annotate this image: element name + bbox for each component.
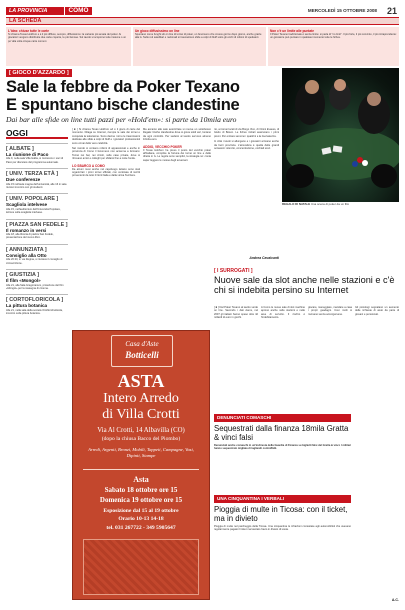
sidebar-item-category: [ UNIV. POPOLARE ] bbox=[6, 193, 68, 202]
ad-phone: tel. 031 267722 - 349 5905647 bbox=[106, 525, 176, 531]
sidebar-list bbox=[6, 143, 68, 316]
sidebar-title: OGGI bbox=[6, 128, 68, 139]
paper-name: LA PROVINCIA bbox=[6, 7, 64, 15]
auction-ad bbox=[72, 330, 210, 600]
sidebar-item bbox=[6, 219, 68, 240]
ad-dates-label: Asta bbox=[133, 475, 149, 484]
gdf-headline: Sequestrati dalla finanza 18mila Gratta & vinci falsi bbox=[214, 424, 349, 442]
sidebar-item-category: [ GIUSTIZIA ] bbox=[6, 269, 68, 278]
article-paragraph: Ma accanto alle sale autorizzate si muove un sottobosco illegale: bische clandestine dove si gioca soldi veri, lontano da ogni controllo. Per sedersi al tavolo servono almeno 10mila euro. bbox=[143, 128, 211, 142]
sidebar-item-text: Alle 15, nell'auditorium dell'Università Popolare, lezione sulla scagliola intelvese. bbox=[6, 207, 61, 215]
top-box-title: Non c'è un limite alle puntate bbox=[270, 29, 314, 33]
city-name: COMO bbox=[64, 7, 92, 15]
article-column-1 bbox=[72, 128, 140, 328]
page-number: 21 bbox=[386, 6, 397, 16]
poker-table-illustration bbox=[282, 68, 399, 202]
slot-byline: A.C. bbox=[391, 598, 399, 602]
ad-divider bbox=[83, 469, 199, 470]
sidebar-item-title: La riunione di Paco bbox=[6, 152, 49, 157]
sidebar-item bbox=[6, 143, 68, 164]
masthead bbox=[6, 6, 399, 16]
poker-photo bbox=[282, 68, 399, 202]
ad-view-dates: Esposizione dal 15 al 19 ottobre bbox=[103, 508, 179, 514]
sidebar-item bbox=[6, 269, 68, 290]
ad-date-sunday: Domenica 19 ottobre ore 15 bbox=[99, 496, 183, 504]
photo-caption-credit: Una scena di poker da un film bbox=[310, 202, 350, 206]
top-box-text: Si chiama Texas Hold'em e è il più diffuso, sempre, diffusissimo: la variante più amata del poker. Ai giocatori vengono distribuite due carte coperte, le più famose. Sul tavolo si scoprono tutte insieme o un po' alla volta cinque carte comuni. bbox=[8, 33, 127, 43]
sidebar-item-text: Alle 21, alla Sala Gregorianum, proiezione del film «Mongol» per la rassegna di cinema. bbox=[6, 283, 64, 290]
sidebar-oggi bbox=[6, 128, 68, 606]
article-headline-2: E spuntano bische clandestine bbox=[6, 96, 240, 114]
sidebar-item bbox=[6, 294, 68, 315]
sidebar-item-title: Consiglio alla Otto bbox=[6, 252, 47, 258]
ad-logo bbox=[111, 335, 173, 367]
issue-date: MERCOLEDÌ 15 OTTOBRE 2008 bbox=[307, 8, 377, 13]
photo-caption bbox=[282, 202, 399, 206]
top-box-title: L'idea: chiuse tutte le carte bbox=[8, 29, 49, 33]
fines-text: Pioggia di multe nel parcheggio della Ticosa. Una cinquantina le infrazioni contestate agli automobilisti che avevano regolarmente pagato il ticket ma lasciato l'auto in divieto di sosta. bbox=[214, 525, 351, 532]
top-box-text: Il Poker Texano tradizionale è senza limite: si parla di "no limit". Il più forte, il più convinto, il più intraprendente: un giocatore può puntare in qualsiasi momento tutte le fiches. bbox=[270, 33, 397, 40]
article-subheading: ADDIO, VECCHIO POKER bbox=[143, 144, 182, 149]
article-subheading: LO SBARCO A COMO bbox=[72, 163, 105, 168]
fines-headline: Pioggia di multe in Ticosa: con il ticket, ma in divieto bbox=[214, 505, 348, 523]
ad-title: ASTA bbox=[117, 371, 165, 391]
article-subhead: Dai bar alle sfide on line tutti pazzi per «Hold'em»: si parte da 10mila euro bbox=[6, 115, 237, 124]
slot-kicker: [ I SURROGATI ] bbox=[214, 268, 253, 274]
slot-paragraph: Gli psicologi segnalano un aumento delle richieste di aiuto da parte di giovani e pensionati. bbox=[355, 306, 399, 316]
gdf-box bbox=[214, 414, 351, 492]
ad-address: Via Al Crotti, 14 Albavilla (CO) bbox=[97, 427, 185, 434]
ad-date-saturday: Sabato 18 ottobre ore 15 bbox=[104, 486, 178, 494]
fines-band: UNA CINQUANTINA I VERBALI bbox=[214, 495, 351, 503]
top-box-3 bbox=[268, 27, 399, 66]
slot-paragraph: A Como le nuove sale di slot machine aprono anche nelle stazioni e nelle aree di servizio. Il rischio è l'indebitamento. bbox=[261, 306, 305, 320]
ad-house-name: Botticelli bbox=[125, 350, 159, 360]
slot-paragraph: [ ■ ] Dal Poker Texano al tavolo verde on line. Secondo i dati Aams, nel 2007 gli italiani hanno speso oltre 42 miliardi di euro in giochi. bbox=[214, 306, 258, 320]
ad-items: Arredi, Argenti, Bronzi, Mobili, Tappeti, Campagne, Vasi, Dipinti, Stampe bbox=[88, 447, 194, 458]
top-box-2 bbox=[133, 27, 266, 66]
article-paragraph: rio, ai tornei locali di via Borgo Vico, di Orsini Evasso, di Giulio di Bosco. Le fiches iniziali assicurano i primi premi. Per entrare servono i quattrini e la riservatezza. bbox=[214, 128, 279, 138]
sidebar-item-category: [ CORTOFLORICOLA ] bbox=[6, 294, 68, 303]
sidebar-item-text: Alle 9, nella sala Villa Gallia, si riuniscono i soci di Paco per discutere del programma autunnale. bbox=[6, 157, 64, 164]
sidebar-item-title: La pittura botanica bbox=[6, 303, 48, 309]
sidebar-item-text: Alle 20.30, in via Regina, si riunisce il consiglio di circoscrizione. bbox=[6, 258, 63, 265]
slot-column-1 bbox=[214, 306, 258, 410]
article-kicker: [ GIOCO D'AZZARDO ] bbox=[6, 69, 72, 77]
sidebar-item-text: Alle 21, nella sala della società Ortoflorofrutticola, incontro sulla pittura botanica. bbox=[6, 308, 63, 316]
photo-caption-title: REGALO DI NATALE bbox=[282, 202, 311, 206]
article-paragraph: [ ■ ] Si chiama Texas Hold'em ed è il gioco di carte del momento. Dilaga su Internet, riempie le sale dei tornei e conquista la televisione. Sono decine i siti e le trasmissioni dedicate alle sfide a colpi di bluff e i giocatori professionisti sono ormai delle vere celebrità. bbox=[72, 128, 140, 145]
sidebar-item-title: Il film «Mongol» bbox=[6, 278, 41, 284]
slot-headline: Nuove sale da slot anche nelle stazioni e c'è chi si indebita persino su Internet bbox=[214, 275, 395, 296]
slot-column-3 bbox=[308, 306, 352, 410]
article-byline: Andrea Cavalcanti bbox=[249, 256, 279, 260]
sidebar-item-category: [ UNIV. TERZA ETÀ ] bbox=[6, 168, 68, 177]
gdf-band: DENUNCIATI COMASCHI bbox=[214, 414, 351, 422]
article-column-2 bbox=[143, 128, 211, 328]
sidebar-item-category: [ ALBATE ] bbox=[6, 143, 68, 152]
slot-column-2 bbox=[261, 306, 305, 410]
sidebar-item bbox=[6, 244, 68, 265]
section-bar bbox=[6, 17, 399, 25]
ad-line-1: Intero Arredo bbox=[103, 391, 179, 406]
sidebar-item-title: Scagliola intelvese bbox=[6, 202, 48, 208]
sidebar-item-category: [ ANNUNZIATA ] bbox=[6, 244, 68, 253]
ad-pattern bbox=[83, 539, 199, 595]
sidebar-item-title: Il romanzo in versi bbox=[6, 227, 47, 233]
article-paragraph: Nel mondo si contano milioni di appassionati e anche in provincia di Como il fenomeno non accenna a fermarsi. Tornei nei bar, nei circoli, nelle case private, dove si ritrovano amici e colleghi per sfidarsi fino a notte fonda. bbox=[72, 147, 140, 161]
top-box-text: Spuntano come funghi siti on line di tornei di poker, un fenomeno che cresce giorno dopo giorno, anche grazie alla tv. Sulle reti satellitari e nazionali si trasmettono sfide a colpi di bluff sotto gli occhi di milioni di spettatori. bbox=[135, 33, 262, 40]
sidebar-item-category: [ PIAZZA SAN FEDELE ] bbox=[6, 219, 68, 228]
article-paragraph: Il Texas Hold'em ha preso il posto del vecchio poker all'italiana, complice la fortuna dei tornei on line e delle dirette in tv. Le regole sono semplici, la strategia no: conta saper leggere le mosse degli avversari. bbox=[143, 148, 211, 162]
sidebar-item bbox=[6, 193, 68, 214]
slot-paragraph: giocare, maneggiare, mandare a casa i propri guadagni. Così molti si rovinano senza accorgersene. bbox=[308, 306, 352, 316]
sidebar-item-text: Alle 18, alla libreria di piazza San Fedele, presentazione del nuovo libro. bbox=[6, 233, 54, 240]
fines-box bbox=[214, 495, 351, 595]
ad-note: (dopo la chiusa Bacco del Piombo) bbox=[101, 436, 181, 442]
ad-house: Casa d'Aste bbox=[125, 340, 159, 348]
article-paragraph: In città i tavoli si allungano e i giocatori arrivano anche da fuori provincia. L'atmosfera è quella delle grandi occasioni: silenzio, concentrazione, occhiali scuri. bbox=[214, 140, 279, 151]
sidebar-item-title: Due conferenze bbox=[6, 177, 41, 183]
gdf-text: Denunciati anche comaschi in un'inchiesta della Guardia di Finanza su biglietti falsi del Gratta & vinci. I militari hanno sequestrato migliaia di tagliandi contraffatti. bbox=[214, 444, 351, 451]
article-paragraph: Da alcuni mesi anche nel capoluogo lariano sono stati organizzati i primi tornei ufficiali, con centinaia di iscritti provenienti da tutto il Nord Italia e dalla vicina Svizzera. bbox=[72, 167, 140, 178]
ad-view-hours: Orario 10-13 14-18 bbox=[118, 516, 164, 522]
ad-line-2: di Villa Crotti bbox=[102, 407, 180, 422]
article-headline-1: Sale la febbre da Poker Texano bbox=[6, 78, 240, 96]
top-box-title: Un gioco diffusissimo on line bbox=[135, 29, 180, 33]
article-column-3 bbox=[214, 128, 279, 254]
section-label: LA SCHEDA bbox=[9, 18, 42, 24]
slot-column-4 bbox=[355, 306, 399, 596]
sidebar-item bbox=[6, 168, 68, 189]
sidebar-item-text: Alle 15 nell'aula magna dell'università, alle 16 in sala riunioni incontro con gli studenti. bbox=[6, 182, 67, 190]
top-box-1 bbox=[6, 27, 131, 66]
